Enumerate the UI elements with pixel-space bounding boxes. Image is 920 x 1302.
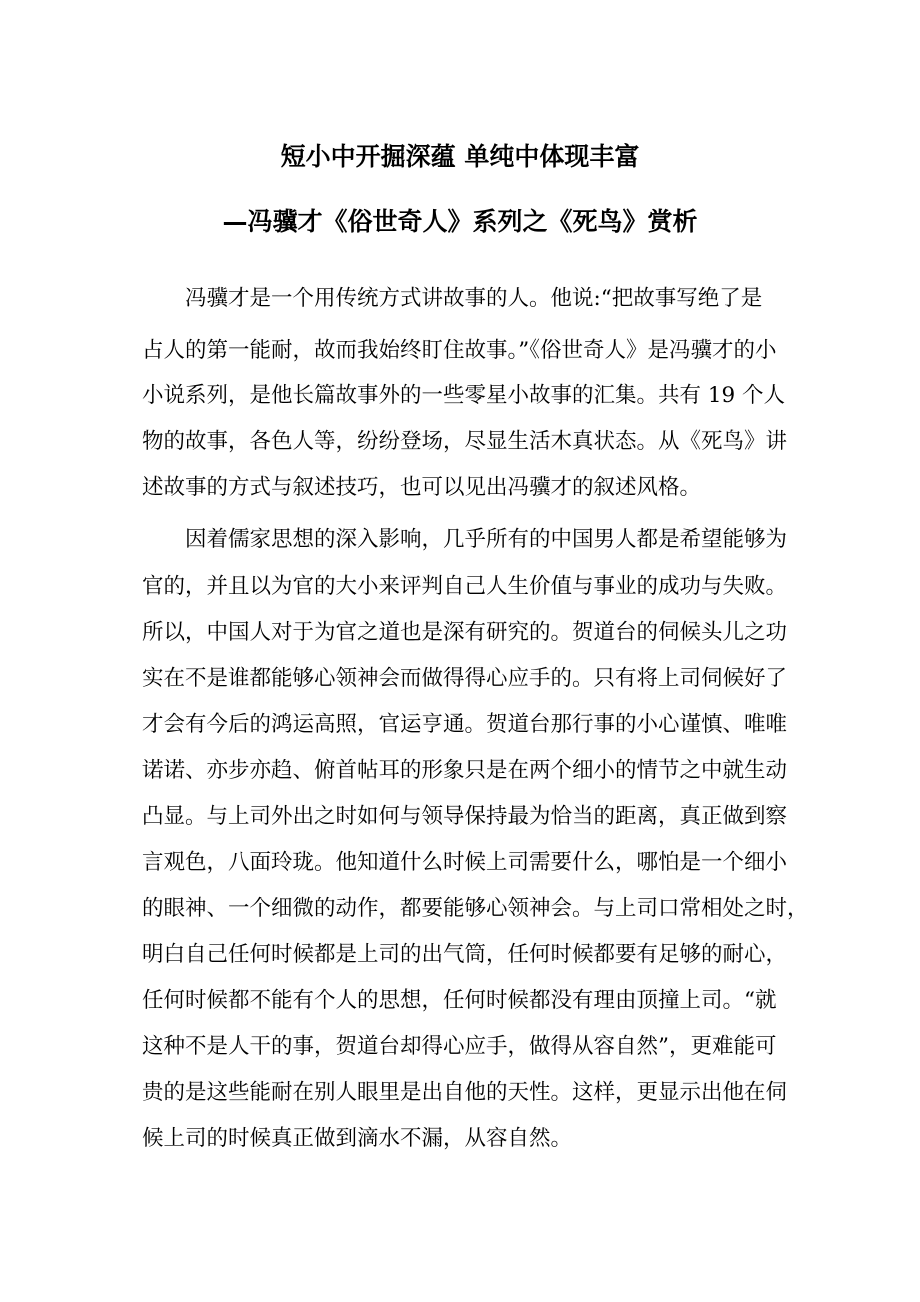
- paragraph-line: 实在不是谁都能够心领神会而做得得心应手的。只有将上司伺候好了: [142, 666, 788, 691]
- paragraph-line: 因着儒家思想的深入影响，几乎所有的中国男人都是希望能够为: [185, 527, 788, 552]
- paragraph-line: 的眼神、一个细微的动作，都要能够心领神会。与上司口常相处之时，: [142, 896, 809, 921]
- paragraph-line: 这种不是人干的事，贺道台却得心应手，做得从容自然”，更难能可: [142, 1034, 777, 1059]
- paragraph-line: 诺诺、亦步亦趋、俯首帖耳的形象只是在两个细小的情节之中就生动: [142, 758, 788, 783]
- paragraph-line: 物的故事，各色人等，纷纷登场，尽显生活木真状态。从《死鸟》讲: [142, 429, 788, 454]
- paragraph-line: 贵的是这些能耐在别人眼里是出自他的天性。这样，更显示出他在伺: [142, 1080, 788, 1105]
- paragraph-line: 明白自己任何时候都是上司的出气筒，任何时候都要有足够的耐心，: [142, 942, 788, 967]
- paragraph-line: 凸显。与上司外出之时如何与领导保持最为恰当的距离，真正做到察: [142, 804, 788, 829]
- document-title: 短小中开掘深蕴 单纯中体现丰富: [280, 142, 640, 171]
- paragraph-line: 占人的第一能耐，故而我始终盯住故事。”《俗世奇人》是冯骥才的小: [142, 338, 777, 363]
- paragraph-line: 官的，并且以为官的大小来评判自己人生价值与事业的成功与失败。: [142, 574, 788, 599]
- paragraph-line: 述故事的方式与叙述技巧，也可以见出冯骥才的叙述风格。: [142, 475, 702, 500]
- paragraph-line: 言观色，八面玲珑。他知道什么时候上司需要什么，哪怕是一个细小: [142, 850, 788, 875]
- paragraph-line: 冯骥才是一个用传统方式讲故事的人。他说:“把故事写绝了是: [185, 286, 763, 311]
- paragraph-line: 候上司的时候真正做到滴水不漏，从容自然。: [142, 1126, 573, 1151]
- document-subtitle: —冯骥才《俗世奇人》系列之《死鸟》赏析: [222, 207, 698, 236]
- paragraph-line: 小说系列，是他长篇故事外的一些零星小故事的汇集。共有 19 个人: [142, 383, 786, 408]
- paragraph-line: 任何时候都不能有个人的思想，任何时候都没有理由顶撞上司。“就: [142, 988, 777, 1013]
- paragraph-line: 才会有今后的鸿运高照，官运亨通。贺道台那行事的小心谨慎、唯唯: [142, 712, 788, 737]
- paragraph-line: 所以，中国人对于为官之道也是深有研究的。贺道台的伺候头儿之功: [142, 620, 788, 645]
